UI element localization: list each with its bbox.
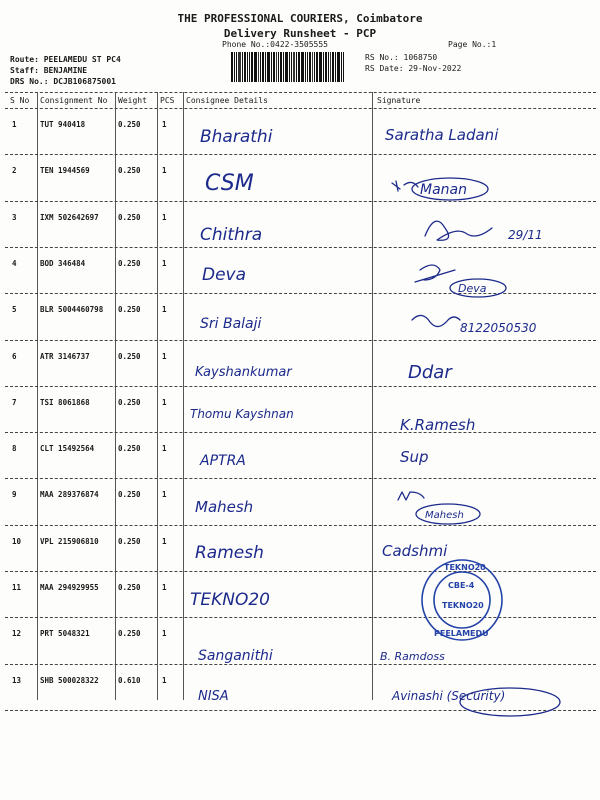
row-consignment-no: TUT 940418 (40, 120, 86, 129)
row-pcs: 1 (162, 120, 167, 129)
stamp-area-text: PEELAMEDU (434, 629, 489, 638)
row-sno: 5 (12, 305, 17, 315)
signature-hand-1: Saratha Ladani (385, 126, 499, 144)
row-weight: 0.250 (118, 166, 141, 176)
row-consignment-no: IXM 502642697 (40, 212, 99, 222)
staff: Staff: BENJAMINE (10, 66, 88, 75)
signature-hand-13: Avinashi (Security) (392, 689, 506, 703)
signature-hand-6: Ddar (408, 362, 452, 383)
row-pcs: 1 (162, 536, 167, 546)
row-weight: 0.250 (118, 536, 141, 546)
consignee-hand-1: Bharathi (200, 127, 273, 147)
stamp-outer-text: TEKNO20 (444, 563, 486, 572)
row-sno: 9 (12, 490, 17, 500)
signature-stroke-4 (415, 265, 455, 282)
row-consignment-no: TEN 1944569 (40, 166, 90, 176)
row-sno: 12 (12, 629, 22, 639)
header-signature: Signature (377, 96, 421, 105)
row-weight: 0.250 (118, 583, 141, 592)
delivery-stamp (422, 560, 502, 640)
consignee-hand-8: APTRA (200, 453, 246, 469)
consignee-hand-4: Deva (202, 265, 247, 285)
route: Route: PEELAMEDU ST PC4 (10, 55, 121, 64)
signature-hand-2: Manan (420, 182, 467, 198)
row-weight: 0.250 (118, 490, 141, 500)
consignee-hand-11: TEKNO20 (190, 590, 271, 610)
header-consignee: Consignee Details (186, 96, 268, 105)
signature-hand-12: B. Ramdoss (380, 650, 445, 663)
row-pcs: 1 (162, 583, 167, 592)
signature-hand-3: 29/11 (508, 228, 543, 242)
signature-hand-10: Cadshmi (382, 542, 448, 560)
row-consignment-no: TSI 8061868 (40, 397, 90, 407)
rs-number: RS No.: 1068750 (365, 53, 438, 62)
row-consignment-no: BOD 346484 (40, 258, 86, 268)
consignee-hand-9: Mahesh (195, 498, 254, 516)
row-sno: 4 (12, 258, 17, 268)
row-pcs: 1 (162, 351, 167, 361)
consignee-hand-3: Chithra (200, 225, 263, 245)
company-name: THE PROFESSIONAL COURIERS, Coimbatore (177, 12, 423, 25)
consignee-hand-13: NISA (198, 689, 229, 704)
row-weight: 0.250 (118, 212, 141, 222)
consignee-hand-12: Sanganithi (198, 648, 273, 664)
row-pcs: 1 (162, 629, 167, 639)
runsheet-title: Delivery Runsheet - PCP (223, 27, 377, 40)
row-pcs: 1 (162, 490, 167, 500)
signature-hand-5: 8122050530 (460, 321, 537, 335)
consignee-hand-5: Sri Balaji (200, 316, 262, 332)
row-sno: 10 (12, 536, 22, 546)
header-pcs: PCS (160, 96, 175, 105)
row-consignment-no: SHB 500028322 (40, 675, 99, 685)
signature-stroke-9 (398, 492, 424, 500)
consignee-hand-6: Kayshankumar (195, 365, 292, 380)
row-pcs: 1 (162, 212, 167, 222)
row-consignment-no: MAA 294929955 (40, 583, 99, 592)
consignee-hand-7: Thomu Kayshnan (190, 407, 294, 421)
phone-number: Phone No.:0422-3505555 (222, 40, 328, 49)
row-weight: 0.250 (118, 305, 141, 315)
row-sno: 7 (12, 397, 17, 407)
row-sno: 2 (12, 166, 17, 176)
row-weight: 0.250 (118, 397, 141, 407)
row-pcs: 1 (162, 258, 167, 268)
signature-stroke-3 (425, 221, 492, 240)
row-pcs: 1 (162, 166, 167, 176)
row-sno: 11 (12, 583, 22, 592)
stamp-name-text: TEKNO20 (442, 601, 484, 610)
row-consignment-no: BLR 5004460798 (40, 305, 104, 315)
row-consignment-no: MAA 289376874 (40, 490, 99, 500)
row-sno: 6 (12, 351, 17, 361)
drs-number: DRS No.: DCJB106875001 (10, 77, 116, 86)
row-consignment-no: PRT 5048321 (40, 629, 90, 639)
row-pcs: 1 (162, 305, 167, 315)
row-weight: 0.250 (118, 629, 141, 639)
signature-hand-9: Mahesh (425, 510, 464, 521)
signature-stroke-5 (412, 315, 460, 326)
row-weight: 0.250 (118, 351, 141, 361)
signature-hand-4: Deva (458, 282, 487, 295)
signature-hand-7: K.Ramesh (400, 416, 476, 434)
row-sno: 1 (12, 120, 17, 129)
row-consignment-no: VPL 215906810 (40, 536, 99, 546)
row-weight: 0.250 (118, 444, 141, 454)
row-pcs: 1 (162, 397, 167, 407)
row-consignment-no: CLT 15492564 (40, 444, 95, 454)
row-sno: 13 (12, 675, 22, 685)
row-weight: 0.250 (118, 120, 141, 129)
row-consignment-no: ATR 3146737 (40, 351, 90, 361)
signature-hand-8: Sup (400, 448, 429, 466)
row-pcs: 1 (162, 444, 167, 454)
header-weight: Weight (118, 96, 147, 105)
header-sno: S No (10, 96, 30, 105)
row-sno: 8 (12, 444, 17, 454)
row-weight: 0.610 (118, 675, 141, 685)
row-sno: 3 (12, 212, 17, 222)
consignee-hand-10: Ramesh (195, 543, 264, 563)
consignee-hand-2: CSM (205, 171, 254, 196)
row-weight: 0.250 (118, 258, 141, 268)
page-number: Page No.:1 (448, 40, 497, 49)
header-consignment: Consignment No (40, 96, 108, 105)
row-pcs: 1 (162, 675, 167, 685)
rs-date: RS Date: 29-Nov-2022 (365, 64, 462, 73)
stamp-city-text: CBE-4 (448, 581, 475, 590)
